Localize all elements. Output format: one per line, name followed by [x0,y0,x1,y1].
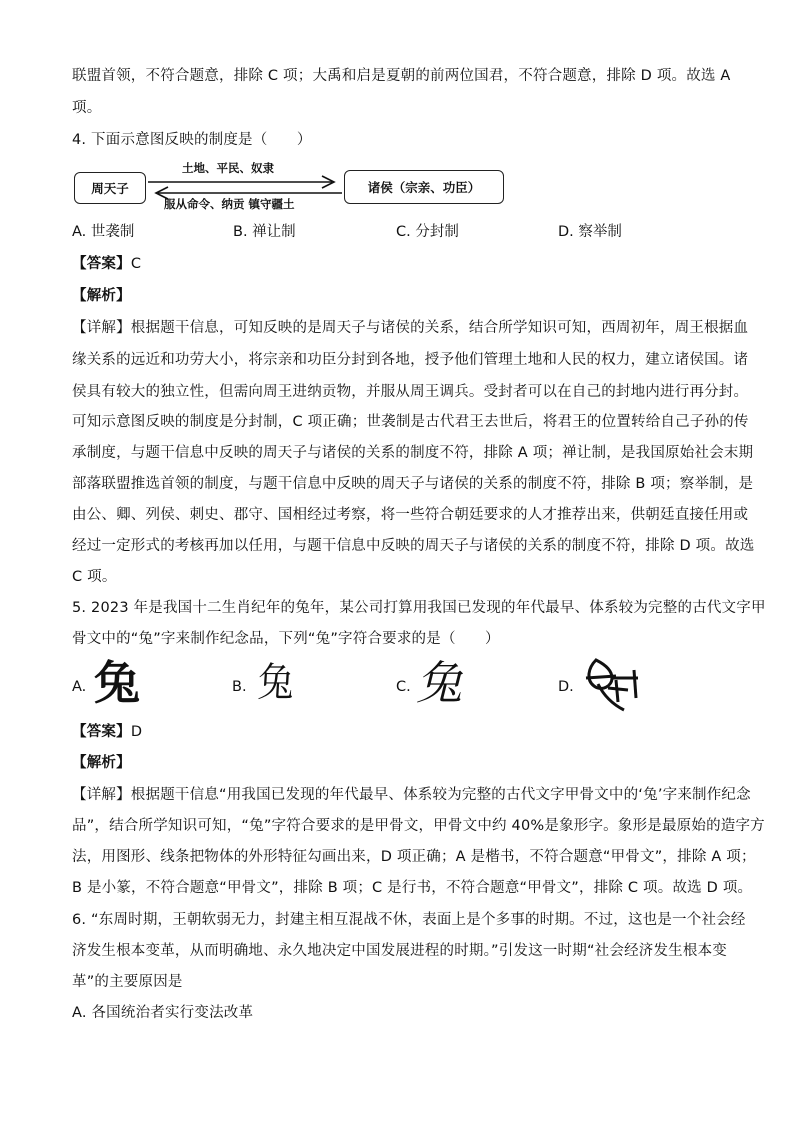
q4-detail-line: 由公、卿、列侯、刺史、郡守、国相经过考察，将一些符合朝廷要求的人才推荐出来，供朝廷直接任用或 [72,507,749,523]
zhou-king-box: 周天子 [74,172,146,204]
answer-tag: 【答案】 [72,724,131,740]
q4-option-d: D. 察举制 [558,224,622,240]
xiaozhuan-rabbit-glyph: 兔 [256,660,296,706]
q4-detail-line: C 项。 [72,569,117,585]
q4-answer [72,254,722,274]
q5-detail-line: 品”，结合所学知识可知，“兔”字符合要求的是甲骨文，甲骨文中约 40%是象形字。象形是最原始的造字方 [72,818,765,834]
q4-option-c: C. 分封制 [396,224,459,240]
answer-tag: 【答案】 [72,256,131,272]
question-6-stem: 济发生根本变革，从而明确地、永久地决定中国发展进程的时期。”引发这一时期“社会经济发生根本变 [72,943,727,959]
xingshu-rabbit-glyph: 兔 [413,656,473,710]
q4-option-a: A. 世袭制 [72,224,135,240]
question-5-stem: 骨文中的“兔”字来制作纪念品，下列“兔”字符合要求的是（ ） [72,631,500,647]
q5-detail-line: B 是小篆，不符合题意“甲骨文”，排除 B 项；C 是行书，不符合题意“甲骨文”，排除 C 项。故选 D 项。 [72,880,753,896]
answer-value: C [130,256,142,272]
feudal-diagram [74,161,504,214]
question-6-stem: 革”的主要原因是 [72,974,183,990]
q6-option-a: A. 各国统治者实行变法改革 [72,1005,254,1021]
q4-detail-line: 承制度，与题干信息中反映的周天子与诸侯的关系的制度不符，排除 A 项；禅让制，是我国原始社会末期 [72,445,754,461]
q4-detail-line: 侯具有较大的独立性，但需向周王进纳贡物，并服从周王调兵。受封者可以在自己的封地内进行再分封。 [72,384,749,400]
q5-option-c-label: C. [396,679,411,695]
q5-option-d-label: D. [558,679,574,695]
q5-option-a-label: A. [72,679,87,695]
q4-detail-line: 缘关系的远近和功劳大小，将宗亲和功臣分封到各地，授予他们管理土地和人民的权力，建立诸侯国。诸 [72,352,749,368]
q5-detail-line: 法，用图形、线条把物体的外形特征勾画出来，D 项正确；A 是楷书，不符合题意“甲骨文”，排除 A 项； [72,849,756,865]
answer-value: D [130,724,143,740]
q4-analysis-tag: 【解析】 [72,288,131,304]
q4-option-b: B. 禅让制 [233,224,296,240]
text-line: 联盟首领，不符合题意，排除 C 项；大禹和启是夏朝的前两位国君，不符合题意，排除 D 项。故选 A [72,68,731,84]
q4-detail-line: 【详解】根据题干信息，可知反映的是周天子与诸侯的关系，结合所学知识可知，西周初年，周王根据血 [72,320,749,336]
top-arrow-label: 土地、平民、奴隶 [182,161,274,175]
question-5-stem: 5. 2023 年是我国十二生肖纪年的兔年，某公司打算用我国已发现的年代最早、体系较为完整的古代文字甲 [72,600,766,616]
q4-detail-line: 可知示意图反映的制度是分封制，C 项正确；世袭制是古代君王去世后，将君王的位置转给自己子孙的传 [72,414,749,430]
vassal-box: 诸侯（宗亲、功臣） [344,170,504,204]
text-line: 项。 [72,100,102,116]
oracle-bone-rabbit-glyph [582,656,644,712]
q4-detail-line: 经过一定形式的考核再加以任用，与题干信息中反映的周天子与诸侯的关系的制度不符，排除 D 项。故选 [72,538,755,554]
q5-option-b-label: B. [232,679,247,695]
kaishu-rabbit-glyph: 兔 [94,656,140,710]
question-6-stem: 6. “东周时期，王朝软弱无力，封建主相互混战不休，表面上是个多事的时期。不过，这也是一个社会经 [72,912,746,928]
q5-analysis-tag: 【解析】 [72,755,131,771]
question-4-stem: 4. 下面示意图反映的制度是（ ） [72,132,312,148]
q5-answer [72,722,722,742]
q4-detail-line: 部落联盟推选首领的制度，与题干信息中反映的周天子与诸侯的关系的制度不符，排除 B 项；察举制，是 [72,476,754,492]
bottom-arrow-label: 服从命令、纳贡 镇守疆土 [164,197,295,211]
q5-detail-line: 【详解】根据题干信息“用我国已发现的年代最早、体系较为完整的古代文字甲骨文中的‘兔’字来制作纪念 [72,787,751,803]
